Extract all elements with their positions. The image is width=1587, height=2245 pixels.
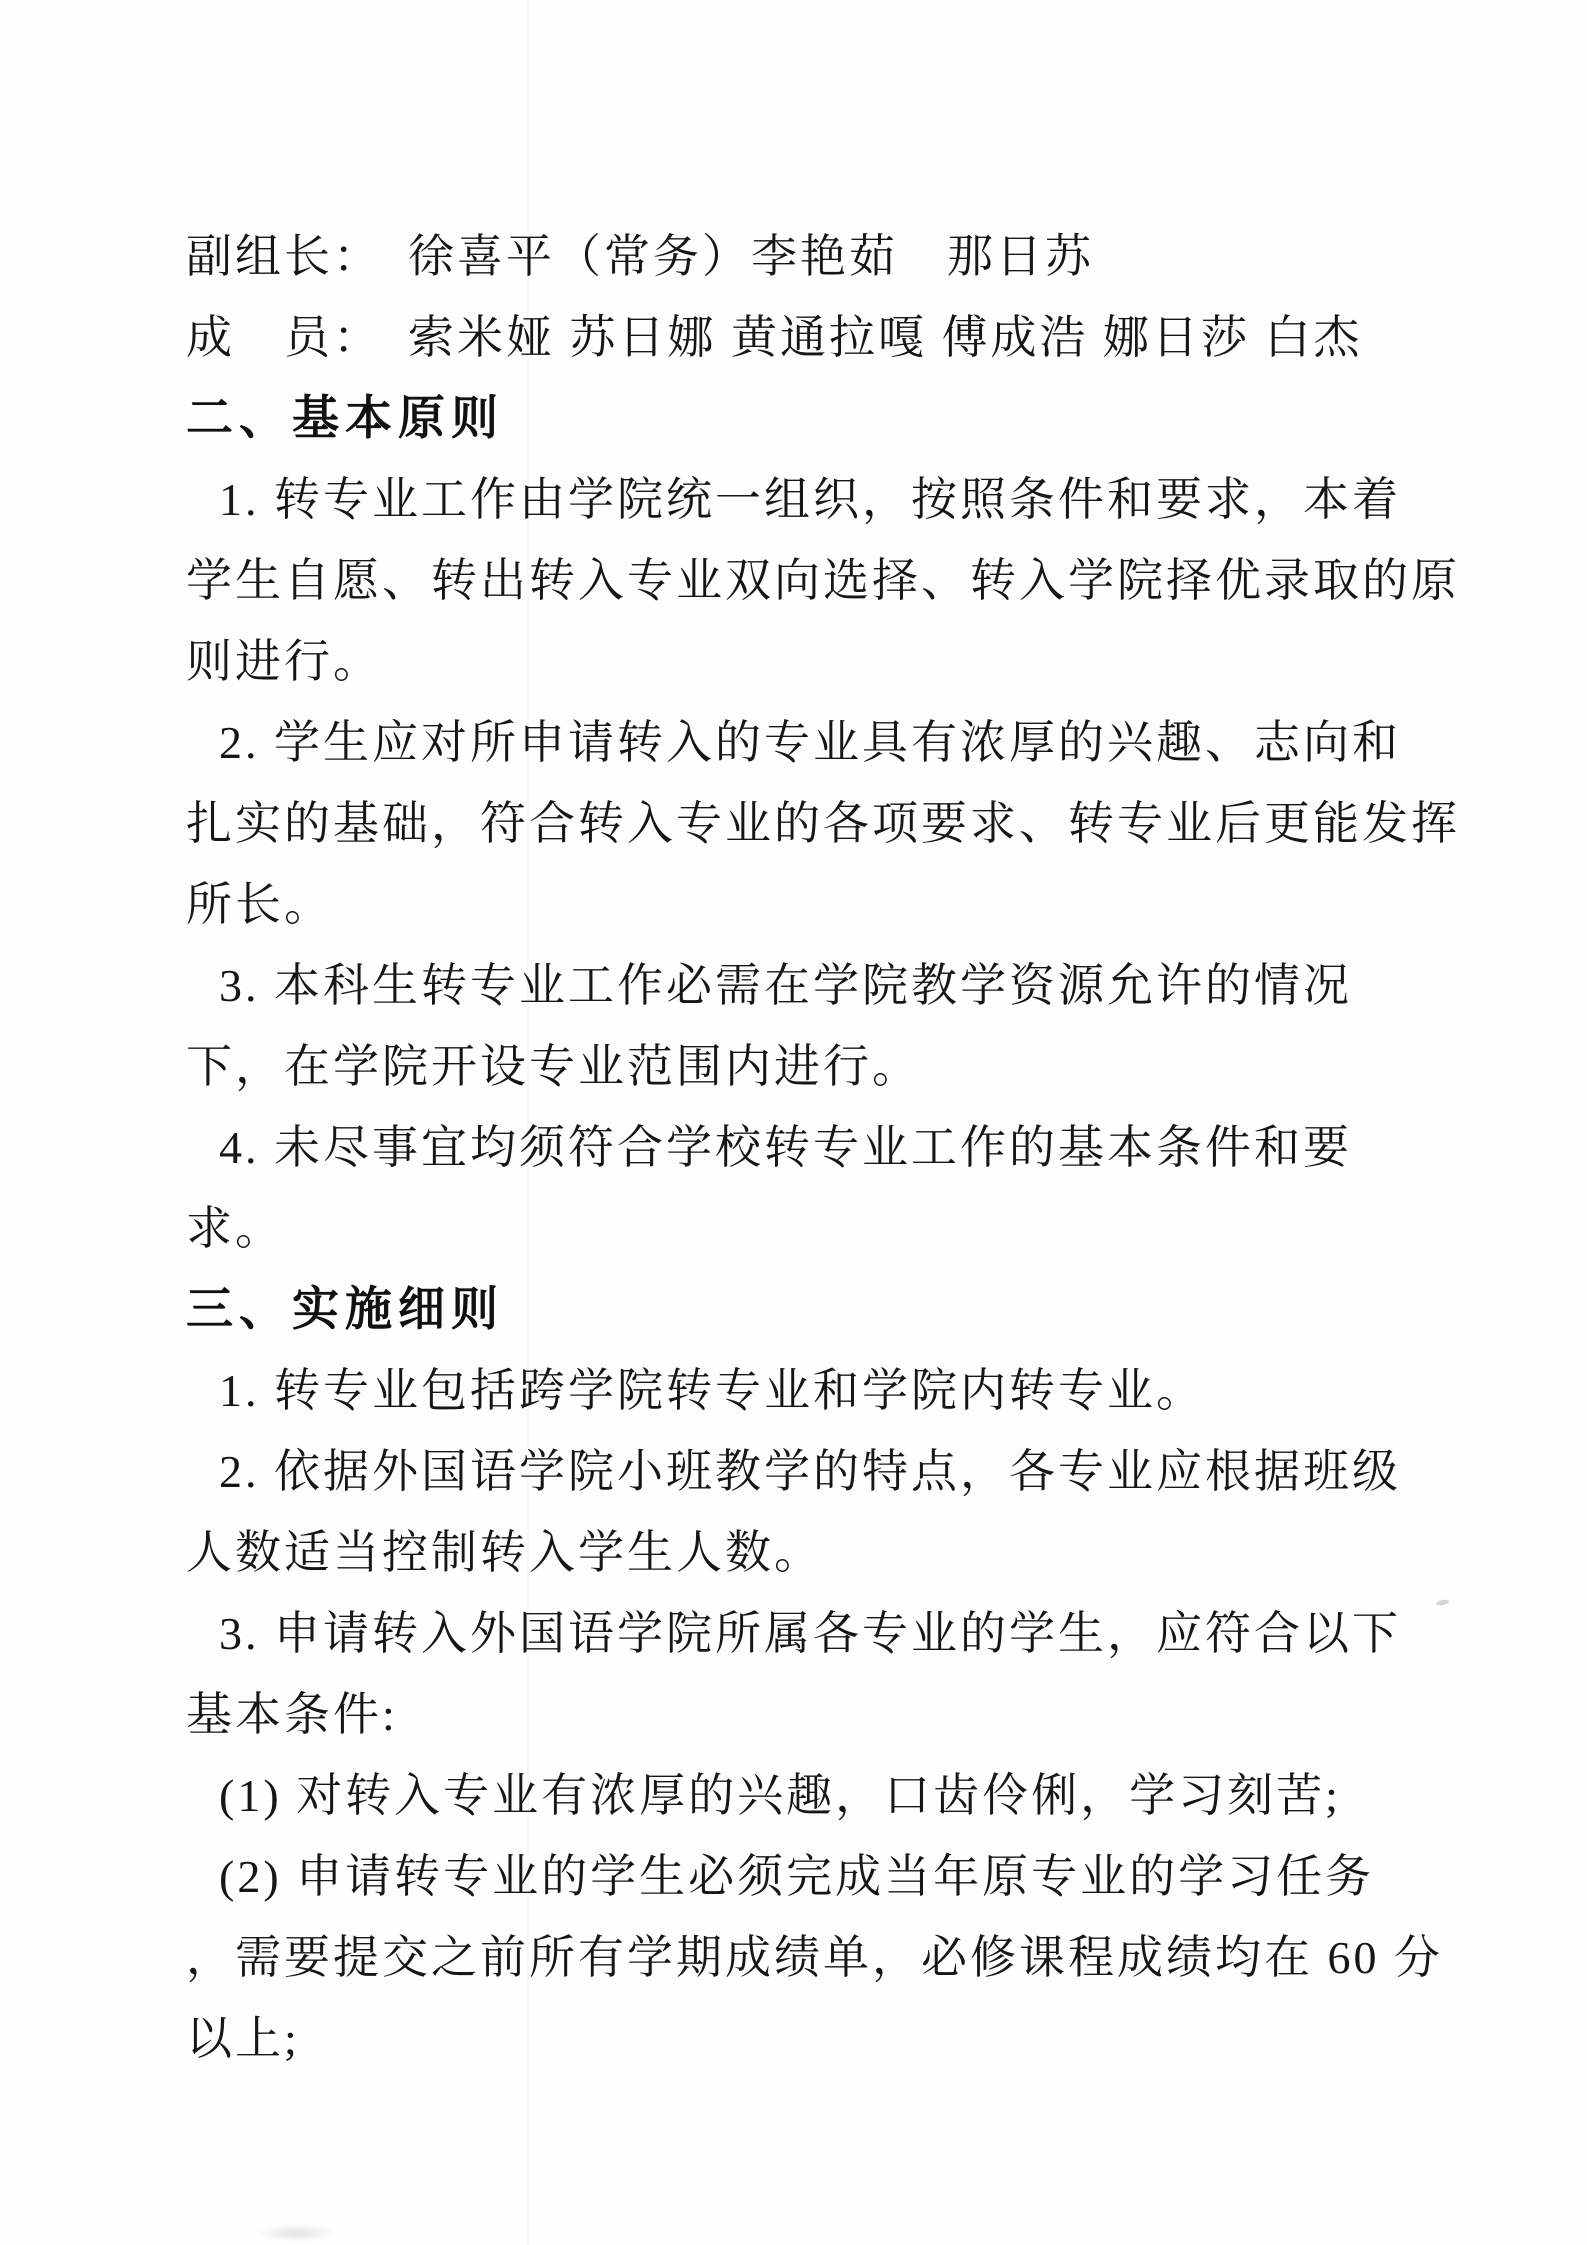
text-line [186, 1103, 1466, 1184]
text-line [186, 536, 1466, 617]
text-line [186, 1184, 1466, 1265]
text-line [186, 293, 1466, 374]
text-line-content: 下，在学院开设专业范围内进行。 [186, 1040, 921, 1092]
text-line [186, 1589, 1466, 1670]
text-line-content: 1. 转专业工作由学院统一组织，按照条件和要求，本着 [219, 473, 1401, 525]
text-line [186, 1346, 1466, 1427]
text-line [186, 1994, 1466, 2075]
text-line-content: 求。 [186, 1202, 284, 1254]
text-line [186, 1265, 1466, 1346]
text-line-content: 三、实施细则 [186, 1282, 504, 1337]
text-line [186, 1832, 1466, 1913]
text-line-content: (2) 申请转专业的学生必须完成当年原专业的学习任务 [219, 1850, 1375, 1902]
text-line [186, 1670, 1466, 1751]
text-line [186, 1508, 1466, 1589]
scan-smudge-artifact [256, 2224, 338, 2242]
text-line-content: 基本条件: [186, 1688, 398, 1740]
text-line [186, 212, 1466, 293]
text-line-content: 则进行。 [186, 635, 382, 687]
text-line-content: 二、基本原则 [186, 391, 504, 446]
text-line-content: 以上; [186, 2012, 300, 2064]
text-line [186, 1022, 1466, 1103]
text-line [186, 617, 1466, 698]
text-line [186, 1751, 1466, 1832]
text-line [186, 941, 1466, 1022]
document-body [186, 212, 1466, 2075]
text-line-content: 2. 学生应对所申请转入的专业具有浓厚的兴趣、志向和 [219, 716, 1401, 768]
text-line-content: ，需要提交之前所有学期成绩单，必修课程成绩均在 60 分 [186, 1931, 1443, 1983]
text-line [186, 1427, 1466, 1508]
text-line-content: 成 员： 索米娅 苏日娜 黄通拉嘎 傅成浩 娜日莎 白杰 [186, 311, 1363, 363]
text-line [186, 698, 1466, 779]
text-line-content: (1) 对转入专业有浓厚的兴趣，口齿伶俐，学习刻苦; [219, 1769, 1341, 1821]
text-line-content: 3. 本科生转专业工作必需在学院教学资源允许的情况 [219, 959, 1352, 1011]
text-line-content: 学生自愿、转出转入专业双向选择、转入学院择优录取的原 [186, 554, 1460, 606]
text-line-content: 2. 依据外国语学院小班教学的特点，各专业应根据班级 [219, 1445, 1401, 1497]
text-line-content: 3. 申请转入外国语学院所属各专业的学生，应符合以下 [219, 1607, 1401, 1659]
text-line-content: 扎实的基础，符合转入专业的各项要求、转专业后更能发挥 [186, 797, 1460, 849]
text-line-content: 所长。 [186, 878, 333, 930]
text-line-content: 1. 转专业包括跨学院转专业和学院内转专业。 [219, 1364, 1205, 1416]
text-line-content: 4. 未尽事宜均须符合学校转专业工作的基本条件和要 [219, 1121, 1352, 1173]
text-line [186, 374, 1466, 455]
text-line [186, 455, 1466, 536]
text-line [186, 1913, 1466, 1994]
text-line-content: 人数适当控制转入学生人数。 [186, 1526, 823, 1578]
text-line [186, 779, 1466, 860]
text-line [186, 860, 1466, 941]
text-line-content: 副组长： 徐喜平（常务）李艳茹 那日苏 [186, 230, 1094, 282]
